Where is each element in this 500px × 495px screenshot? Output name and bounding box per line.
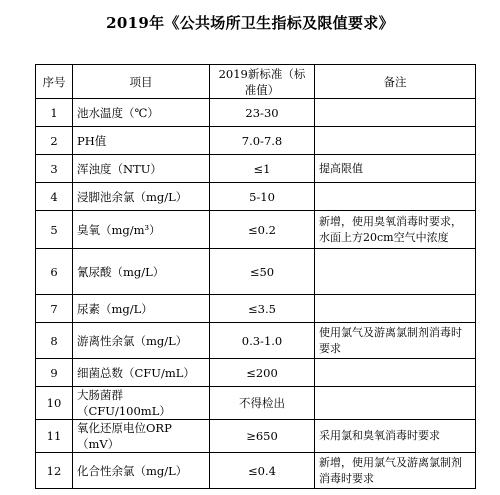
row-value: 不得检出 [210,387,315,420]
row-number: 2 [36,127,73,155]
row-note [315,295,476,323]
row-value: 0.3-1.0 [210,323,315,359]
row-number: 3 [36,155,73,183]
row-note: 提高限值 [315,155,476,183]
row-value: ≤0.2 [210,211,315,249]
row-number: 8 [36,323,73,359]
table-row [36,211,476,249]
row-number: 7 [36,295,73,323]
row-value: ≤3.5 [210,295,315,323]
row-note: 使用氯气及游离氯制剂消毒时要求 [315,323,476,359]
row-number: 5 [36,211,73,249]
row-item: 尿素（mg/L） [73,295,210,323]
row-item: 浸脚池余氯（mg/L） [73,183,210,211]
row-item: 氰尿酸（mg/L） [73,249,210,295]
header-index: 序号 [36,65,73,99]
row-number: 9 [36,359,73,387]
table-header-row [36,65,476,99]
row-item: 细菌总数（CFU/mL） [73,359,210,387]
row-number: 10 [36,387,73,420]
row-value: ≤0.4 [210,453,315,489]
row-value: ≤200 [210,359,315,387]
row-value: 7.0-7.8 [210,127,315,155]
row-item: 臭氧（mg/m³） [73,211,210,249]
row-note [315,249,476,295]
row-number: 1 [36,99,73,127]
table-row [36,249,476,295]
row-value: ≤50 [210,249,315,295]
table-row [36,183,476,211]
header-note: 备注 [315,65,476,99]
table-row [36,323,476,359]
row-number: 12 [36,453,73,489]
row-item: 池水温度（℃） [73,99,210,127]
table-row [36,99,476,127]
row-note: 采用氯和臭氧消毒时要求 [315,420,476,453]
header-standard: 2019新标准（标准值） [210,65,315,99]
row-note: 新增，使用臭氧消毒时要求，水面上方20cm空气中浓度 [315,211,476,249]
table-row [36,295,476,323]
row-note: 新增，使用氯气及游离氯制剂消毒时要求 [315,453,476,489]
row-note [315,99,476,127]
header-item: 项目 [73,65,210,99]
table-row [36,155,476,183]
row-note [315,183,476,211]
row-item: 游离性余氯（mg/L） [73,323,210,359]
document-title: 2019年《公共场所卫生指标及限值要求》 [106,14,394,32]
row-item: 大肠菌群（CFU/100mL） [73,387,210,420]
row-number: 4 [36,183,73,211]
row-note [315,127,476,155]
row-number: 11 [36,420,73,453]
table-row [36,453,476,489]
table-row [36,420,476,453]
row-item: PH值 [73,127,210,155]
row-value: ≤1 [210,155,315,183]
row-value: 23-30 [210,99,315,127]
row-number: 6 [36,249,73,295]
row-note [315,387,476,420]
table-row [36,359,476,387]
row-item: 氧化还原电位ORP（mV） [73,420,210,453]
row-note [315,359,476,387]
row-item: 化合性余氯（mg/L） [73,453,210,489]
row-item: 浑浊度（NTU） [73,155,210,183]
row-value: ≥650 [210,420,315,453]
hygiene-standards-table [35,64,476,489]
table-row [36,127,476,155]
table-row [36,387,476,420]
row-value: 5-10 [210,183,315,211]
